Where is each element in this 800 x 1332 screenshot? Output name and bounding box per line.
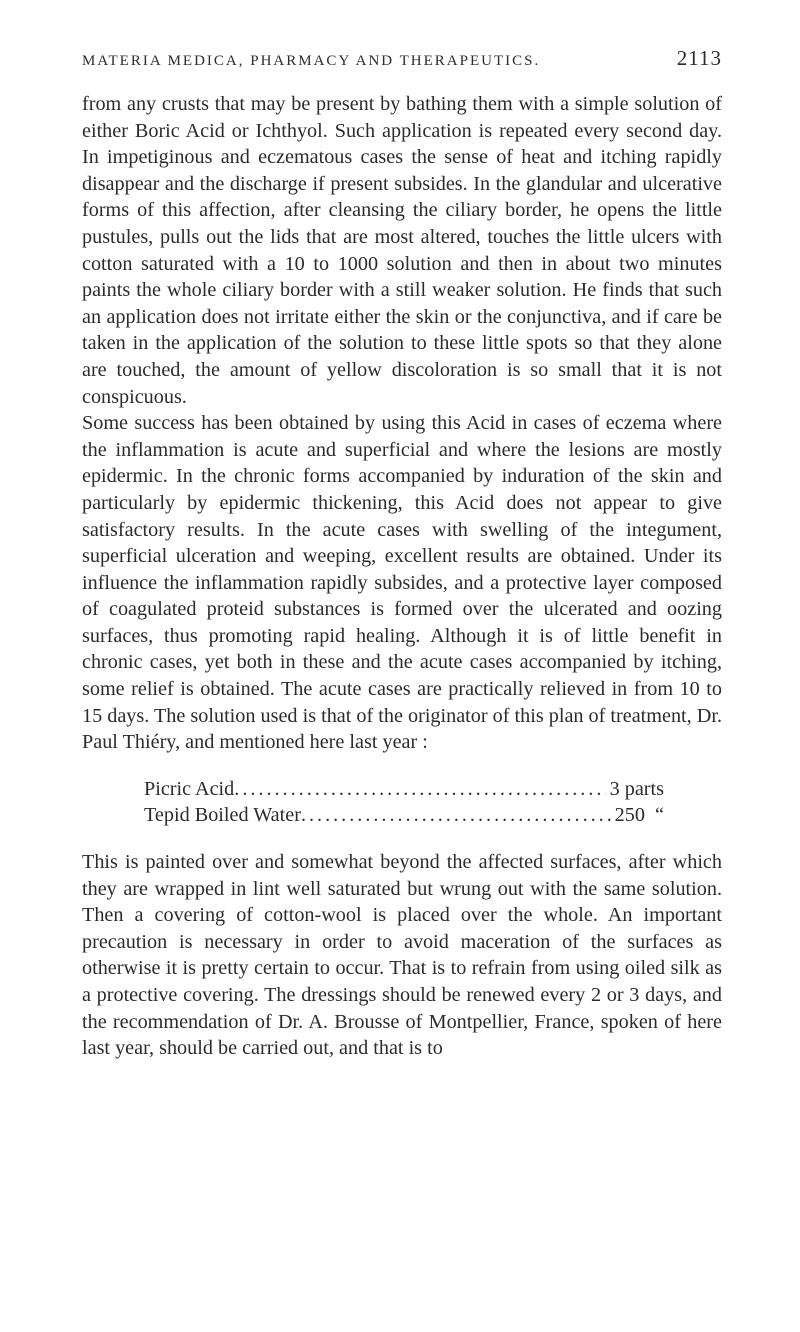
running-head xyxy=(82,46,722,71)
running-title: MATERIA MEDICA, PHARMACY AND THERAPEUTICS. xyxy=(82,53,541,69)
leader-dots xyxy=(234,776,605,803)
ingredient-name: Picric Acid xyxy=(144,777,235,800)
paragraph: Some success has been obtained by using this Acid in cases of eczema where the inflammation is acute and superficial and where the lesions are mostly epidermic. In the chronic forms accompanied by induration of the skin and particularly by epidermic thickening, this Acid does not appear to give satisfactory results. In the acute cases with swelling of the integument, superficial ulceration and weeping, excellent results are obtained. Under its influence the inflammation rapidly subsides, and a protective layer composed of coagulated proteid substances is formed over the ulcerated and oozing surfaces, thus promoting rapid healing. Although it is of little benefit in chronic cases, yet both in these and the acute cases accompanied by itching, some relief is obtained. The acute cases are practically relieved in from 10 to 15 days. The solution used is that of the originator of this plan of treatment, Dr. Paul Thiéry, and mentioned here last year : xyxy=(82,412,722,754)
leader-dots xyxy=(301,802,611,829)
ingredient-name: Tepid Boiled Water xyxy=(144,804,301,827)
paragraph: from any crusts that may be present by bathing them with a simple solution of either Boric Acid or Ichthyol. Such application is repeated every second day. In impetiginous and eczematous cases the sense of heat and itching rapidly disappear and the discharge if present subsides. In the glandular and ulcerative forms of this affection, after cleansing the ciliary border, he opens the little pustules, pulls out the lids that are most altered, touches the little ulcers with cotton saturated with a 10 to 1000 solution and then in about two minutes paints the whole ciliary border with a still weaker solution. He finds that such an application does not irritate either the skin or the conjunctiva, and if care be taken in the application of the solution to these little spots so that they alone are touched, the amount of yellow discoloration is so small that it is not conspicuous. xyxy=(82,93,722,408)
body-text xyxy=(82,91,722,756)
formula-row xyxy=(144,802,664,829)
formula-table xyxy=(144,776,722,829)
ingredient-quantity: 3 parts xyxy=(609,777,664,800)
ingredient-quantity: 250 “ xyxy=(614,804,664,827)
paragraph: This is painted over and somewhat beyond the affected surfaces, after which they are wrapped in lint well saturated but wrung out with the same solution. Then a covering of cotton-wool is placed over the whole. An important precaution is necessary in order to avoid maceration of the surfaces as otherwise it is pretty certain to occur. That is to refrain from using oiled silk as a protective covering. The dressings should be renewed every 2 or 3 days, and the recommendation of Dr. A. Brousse of Montpellier, France, spoken of here last year, should be carried out, and that is to xyxy=(82,851,722,1060)
page-number: 2113 xyxy=(676,46,722,70)
formula-row xyxy=(144,776,664,803)
body-text-continued xyxy=(82,849,722,1062)
